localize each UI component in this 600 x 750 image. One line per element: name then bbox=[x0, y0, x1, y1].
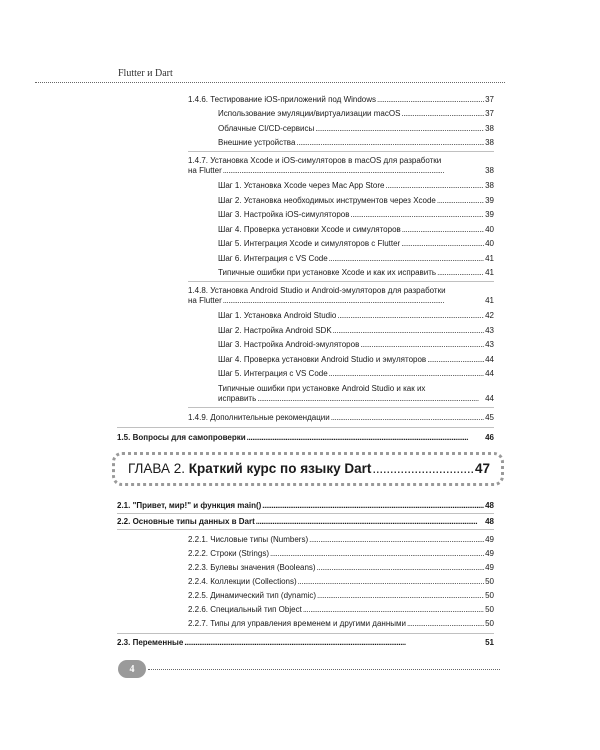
toc-chapter-2[interactable] bbox=[128, 461, 490, 477]
toc-entry[interactable] bbox=[218, 326, 494, 336]
toc-title: Шаг 1. Установка Xcode через Mac App Store bbox=[218, 181, 385, 190]
toc-page: 38 bbox=[485, 181, 494, 190]
chapter-title: Краткий курс по языку Dart bbox=[188, 461, 372, 476]
toc-page: 39 bbox=[485, 196, 494, 205]
toc-entry[interactable] bbox=[218, 239, 494, 249]
toc-page: 44 bbox=[485, 369, 494, 378]
toc-entry[interactable] bbox=[188, 577, 494, 587]
toc-page: 41 bbox=[485, 296, 494, 305]
toc-entry[interactable] bbox=[218, 355, 494, 365]
toc-title-line1: 1.4.8. Установка Android Studio и Android-эмуляторов для разработки bbox=[188, 286, 446, 295]
separator bbox=[117, 529, 494, 530]
page-number-badge bbox=[118, 660, 146, 678]
page-number: 4 bbox=[129, 663, 135, 675]
separator bbox=[188, 407, 494, 408]
toc-title-line1: 1.4.7. Установка Xcode и iOS-симуляторов в macOS для разработки bbox=[188, 156, 442, 165]
toc-title: Шаг 4. Проверка установки Xcode и симуляторов bbox=[218, 225, 401, 234]
toc-page: 48 bbox=[485, 501, 494, 510]
toc-page: 37 bbox=[485, 109, 494, 118]
toc-title: Типичные ошибки при установке Xcode и как их исправить bbox=[218, 268, 437, 277]
toc-title: 2.2. Основные типы данных в Dart bbox=[117, 517, 255, 526]
toc-title: 2.2.5. Динамический тип (dynamic) bbox=[188, 591, 317, 600]
toc-title: Шаг 6. Интеграция с VS Code bbox=[218, 254, 328, 263]
toc-title: 1.5. Вопросы для самопроверки bbox=[117, 433, 246, 442]
toc-page: 38 bbox=[485, 138, 494, 147]
separator bbox=[188, 281, 494, 282]
toc-page: 50 bbox=[485, 591, 494, 600]
bottom-dotted-rule bbox=[148, 669, 500, 670]
toc-title: 1.4.6. Тестирование iOS-приложений под Windows bbox=[188, 95, 377, 104]
toc-title: 2.2.7. Типы для управления временем и другими данными bbox=[188, 619, 406, 628]
toc-title: Облачные CI/CD-сервисы bbox=[218, 124, 315, 133]
toc-page: 44 bbox=[485, 394, 494, 403]
toc-entry[interactable] bbox=[218, 109, 494, 119]
toc-page: 38 bbox=[485, 124, 494, 133]
separator bbox=[117, 633, 494, 634]
toc-entry[interactable] bbox=[218, 254, 494, 264]
toc-title: Использование эмуляции/виртуализации macOS bbox=[218, 109, 401, 118]
toc-page: 44 bbox=[485, 355, 494, 364]
toc-page: 49 bbox=[485, 535, 494, 544]
toc-entry[interactable] bbox=[218, 210, 494, 220]
toc-section-21[interactable] bbox=[117, 501, 494, 511]
toc-entry[interactable] bbox=[218, 124, 494, 134]
toc-entry[interactable] bbox=[188, 563, 494, 573]
toc-title-line1: Типичные ошибки при установке Android Studio и как их bbox=[218, 384, 426, 393]
toc-page: 50 bbox=[485, 577, 494, 586]
toc-title: 2.1. "Привет, мир!" и функция main() bbox=[117, 501, 262, 510]
toc-entry[interactable] bbox=[188, 605, 494, 615]
toc-page: 49 bbox=[485, 549, 494, 558]
toc-page: 45 bbox=[485, 413, 494, 422]
toc-entry[interactable] bbox=[218, 268, 494, 278]
toc-page: 51 bbox=[485, 638, 494, 647]
toc-entry-147[interactable] bbox=[188, 156, 494, 176]
toc-section-22[interactable] bbox=[117, 517, 494, 527]
toc-page: 50 bbox=[485, 619, 494, 628]
toc-title-line2: на Flutter bbox=[188, 166, 222, 175]
chapter-page: 47 bbox=[474, 461, 490, 476]
toc-title: Шаг 1. Установка Android Studio bbox=[218, 311, 337, 320]
toc-title: 2.2.2. Строки (Strings) bbox=[188, 549, 269, 558]
toc-title: 2.2.3. Булевы значения (Booleans) bbox=[188, 563, 316, 572]
toc-entry[interactable] bbox=[188, 535, 494, 545]
top-dotted-rule bbox=[35, 82, 505, 83]
toc-entry-146[interactable] bbox=[188, 95, 494, 105]
toc-entry[interactable] bbox=[218, 384, 494, 404]
toc-title: 2.2.1. Числовые типы (Numbers) bbox=[188, 535, 309, 544]
toc-title: 2.2.6. Специальный тип Object bbox=[188, 605, 302, 614]
separator bbox=[188, 151, 494, 152]
toc-entry-148[interactable] bbox=[188, 286, 494, 306]
toc-title: Шаг 2. Настройка Android SDK bbox=[218, 326, 332, 335]
toc-title: Шаг 2. Установка необходимых инструментов через Xcode bbox=[218, 196, 436, 205]
toc-page: 39 bbox=[485, 210, 494, 219]
toc-title: 1.4.9. Дополнительные рекомендации bbox=[188, 413, 330, 422]
toc-title: Шаг 3. Настройка iOS-симуляторов bbox=[218, 210, 350, 219]
toc-page: 50 bbox=[485, 605, 494, 614]
toc-page: 46 bbox=[485, 433, 494, 442]
toc-entry[interactable] bbox=[218, 181, 494, 191]
separator bbox=[117, 513, 494, 514]
toc-page: 41 bbox=[485, 254, 494, 263]
toc-entry[interactable] bbox=[188, 619, 494, 629]
toc-page: 40 bbox=[485, 239, 494, 248]
toc-title: Внешние устройства bbox=[218, 138, 296, 147]
toc-page: 42 bbox=[485, 311, 494, 320]
toc-page: 41 bbox=[485, 268, 494, 277]
toc-page: 43 bbox=[485, 326, 494, 335]
toc-page: 49 bbox=[485, 563, 494, 572]
toc-title-line2: исправить bbox=[218, 394, 257, 403]
toc-entry[interactable] bbox=[218, 138, 494, 148]
toc-section-23[interactable] bbox=[117, 638, 494, 648]
toc-entry-149[interactable] bbox=[188, 413, 494, 423]
toc-title: Шаг 3. Настройка Android-эмуляторов bbox=[218, 340, 360, 349]
toc-title: Шаг 4. Проверка установки Android Studio и эмуляторов bbox=[218, 355, 427, 364]
toc-title: 2.3. Переменные bbox=[117, 638, 184, 647]
toc-entry[interactable] bbox=[188, 549, 494, 559]
toc-page: 43 bbox=[485, 340, 494, 349]
toc-entry[interactable] bbox=[218, 225, 494, 235]
toc-title: Шаг 5. Интеграция с VS Code bbox=[218, 369, 328, 378]
running-head: Flutter и Dart bbox=[118, 68, 173, 79]
toc-entry[interactable] bbox=[188, 591, 494, 601]
toc-page: 37 bbox=[485, 95, 494, 104]
toc-title: 2.2.4. Коллекции (Collections) bbox=[188, 577, 297, 586]
toc-entry[interactable] bbox=[218, 340, 494, 350]
toc-section-15[interactable] bbox=[117, 433, 494, 443]
toc-page: 38 bbox=[485, 166, 494, 175]
toc-entry[interactable] bbox=[218, 196, 494, 206]
toc-page: 48 bbox=[485, 517, 494, 526]
toc-entry[interactable] bbox=[218, 311, 494, 321]
toc-title: Шаг 5. Интеграция Xcode и симуляторов с Flutter bbox=[218, 239, 401, 248]
chapter-prefix: ГЛАВА 2. bbox=[128, 461, 189, 476]
toc-entry[interactable] bbox=[218, 369, 494, 379]
toc-page: 40 bbox=[485, 225, 494, 234]
separator bbox=[117, 427, 494, 428]
toc-title-line2: на Flutter bbox=[188, 296, 222, 305]
